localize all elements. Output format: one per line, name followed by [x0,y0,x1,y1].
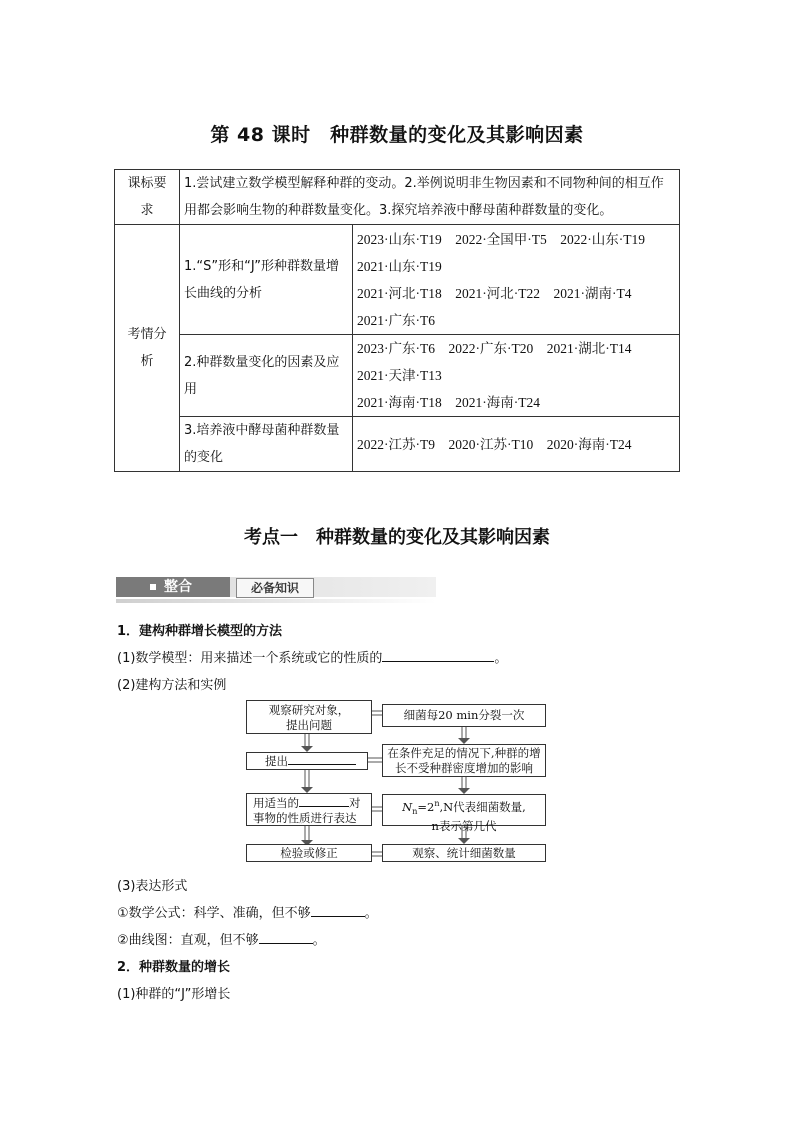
fill-blank [311,904,365,917]
flow-box-hypothesis [246,752,368,770]
flow-text: 事物的性质进行表达 [253,811,357,825]
paragraph [117,929,326,948]
formula-text: ,N代表细菌数量, [439,799,526,814]
banner-dark-label: 整合 [164,579,192,595]
heading-1: 1．建构种群增长模型的方法 [117,624,283,639]
paragraph [117,902,378,921]
paragraph-text: 。 [494,651,508,666]
flow-box-formula [382,794,546,834]
requirements-text: 1.尝试建立数学模型解释种群的变动。2.举例说明非生物因素和不同物种间的相互作用都会影响生物的种群数量变化。3.探究培养液中酵母菌种群数量的变化。 [180,170,680,225]
formula-text: =2 [417,799,435,814]
paragraph: (3)表达形式 [117,879,188,894]
flow-box-verify: 检验或修正 [246,844,372,862]
fill-blank [259,931,313,944]
flow-box-express [246,793,372,826]
formula-line [383,796,545,819]
table-header-analysis: 考情分析 [115,225,180,472]
banner-light-label: 必备知识 [236,578,314,598]
paragraph-text: (1)数学模型：用来描述一个系统或它的性质的 [117,651,383,666]
ref-line: 2021·河北·T18 2021·河北·T22 2021·湖南·T4 [357,285,632,301]
fill-blank [299,795,349,807]
section-title: 考点一 种群数量的变化及其影响因素 [244,527,550,548]
flow-text-part: 对 [349,796,361,810]
formula-line: n表示第几代 [431,819,497,834]
flow-text-part: 用适当的 [253,796,299,810]
topic-cell: 1.“S”形和“J”形种群数量增长曲线的分析 [180,225,353,335]
paragraph-text: ②曲线图：直观，但不够 [117,933,259,948]
paragraph: (1)种群的“J”形增长 [117,987,231,1002]
flow-text [253,795,371,811]
paragraph-text: ①数学公式：科学、准确，但不够 [117,906,311,921]
formula-var: N [402,799,413,814]
flow-box-count: 观察、统计细菌数量 [382,844,546,862]
ref-line: 2023·广东·T6 2022·广东·T20 2021·湖北·T14 [357,341,632,356]
paragraph-text: 。 [364,906,378,921]
flow-box-observe: 观察研究对象， 提出问题 [246,700,372,734]
formula-sub: n [412,807,418,817]
topic-cell: 3.培养液中酵母菌种群数量的变化 [180,417,353,472]
ref-line: 2021·广东·T6 [357,312,435,328]
heading-2: 2．种群数量的增长 [117,960,231,975]
ref-line: 2022·江苏·T9 2020·江苏·T10 2020·海南·T24 [357,436,632,452]
paragraph: (2)建构方法和实例 [117,678,227,693]
topic-cell: 2.种群数量变化的因素及应用 [180,335,353,417]
ref-line: 2021·海南·T18 2021·海南·T24 [357,395,540,410]
table-header-requirements: 课标要求 [115,170,180,225]
paragraph-text: 。 [312,933,326,948]
formula-sup: n [434,799,440,808]
flow-box-bacteria-divide: 细菌每20 min分裂一次 [382,704,546,727]
ref-line: 2023·山东·T19 2022·全国甲·T5 2022·山东·T19 [357,231,645,247]
fill-blank [288,753,356,765]
flow-text: 提出 [265,754,288,768]
ref-line: 2021·山东·T19 [357,258,442,274]
ref-line: 2021·天津·T13 [357,368,442,383]
page-title: 第 48 课时 种群数量的变化及其影响因素 [210,124,584,146]
flow-box-condition: 在条件充足的情况下,种群的增 长不受种群密度增加的影响 [382,744,546,777]
